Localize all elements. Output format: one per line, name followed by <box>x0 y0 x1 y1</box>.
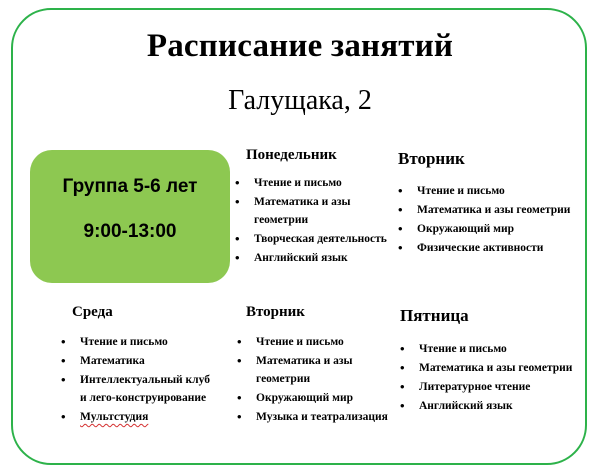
subject-list <box>233 333 393 426</box>
list-item: • Творческая деятельность <box>231 230 393 248</box>
day-title: Вторник <box>246 304 305 320</box>
list-item: • Английский язык <box>231 249 393 267</box>
group-time: 9:00-13:00 <box>83 221 177 242</box>
list-item: • Математика и азы геометрии <box>396 359 581 377</box>
list-item <box>57 408 217 426</box>
address: Галущака, 2 <box>228 85 372 116</box>
subject-list <box>394 182 584 257</box>
subject-list <box>57 333 217 426</box>
day-title: Пятница <box>400 306 469 325</box>
list-item: • Английский язык <box>396 397 581 415</box>
list-item: • Чтение и письмо <box>231 174 393 192</box>
list-item: • Чтение и письмо <box>233 333 393 351</box>
day-thursday <box>233 304 393 427</box>
list-item: • Математика и азы геометрии <box>233 352 393 388</box>
list-item: • Литературное чтение <box>396 378 581 396</box>
list-item: • Чтение и письмо <box>394 182 584 200</box>
day-title: Вторник <box>398 149 465 168</box>
misspelled-word: Мультстудия <box>80 411 149 423</box>
group-badge <box>30 150 230 283</box>
day-monday <box>231 147 393 268</box>
list-item: • Окружающий мир <box>233 389 393 407</box>
list-item: • Математика и азы геометрии <box>394 201 584 219</box>
group-name: Группа 5-6 лет <box>62 176 198 197</box>
list-item: • Интеллектуальный клуб и лего-конструирование <box>57 371 217 407</box>
list-item: • Чтение и письмо <box>396 340 581 358</box>
day-title: Понедельник <box>246 147 337 163</box>
list-item: • Музыка и театрализация <box>233 408 393 426</box>
list-item: • Математика и азы геометрии <box>231 193 393 229</box>
list-item: • Чтение и письмо <box>57 333 217 351</box>
day-friday <box>396 306 581 416</box>
list-item: • Математика <box>57 352 217 370</box>
list-item: • Физические активности <box>394 239 584 257</box>
subject-list <box>231 174 393 267</box>
subject-list <box>396 340 581 415</box>
day-title: Среда <box>72 304 113 320</box>
day-wednesday <box>57 304 217 427</box>
list-item: • Окружающий мир <box>394 220 584 238</box>
page-title: Расписание занятий <box>146 28 454 64</box>
day-tuesday <box>394 149 584 258</box>
